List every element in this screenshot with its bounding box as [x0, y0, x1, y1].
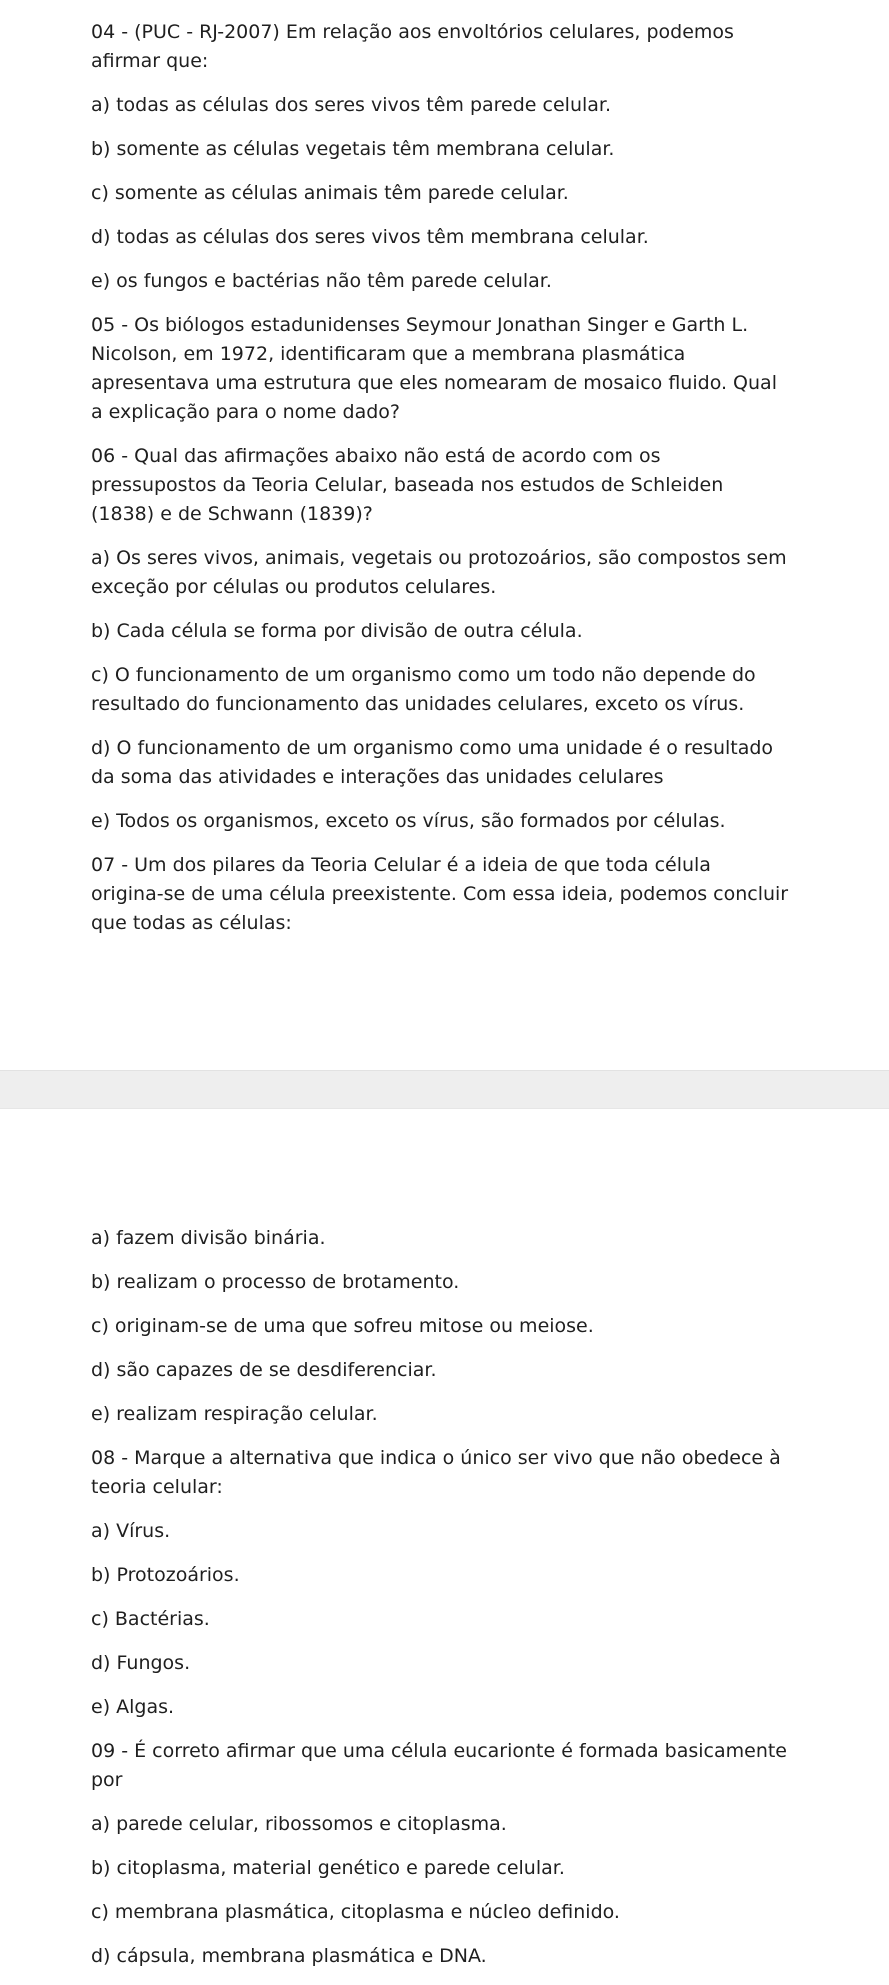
question-06: 06 - Qual das afirmações abaixo não está de acordo com os pressupostos da Teoria Celular, baseada nos estudos de Schleiden (1838) e de Schwann (1839)?: [91, 445, 724, 525]
option-04-c: c) somente as células animais têm parede celular.: [91, 182, 569, 204]
option-09-b: b) citoplasma, material genético e parede celular.: [91, 1857, 565, 1879]
option-04-a: a) todas as células dos seres vivos têm parede celular.: [91, 94, 612, 116]
document-page-2: [0, 1109, 889, 1985]
option-06-b: b) Cada célula se forma por divisão de outra célula.: [91, 620, 583, 642]
option-06-e: e) Todos os organismos, exceto os vírus, são formados por células.: [91, 810, 726, 832]
option-08-e: e) Algas.: [91, 1696, 175, 1718]
option-04-d: d) todas as células dos seres vivos têm membrana celular.: [91, 226, 649, 248]
question-09: 09 - É correto afirmar que uma célula eucarionte é formada basicamente por: [91, 1740, 787, 1791]
option-07-b: b) realizam o processo de brotamento.: [91, 1271, 460, 1293]
option-07-d: d) são capazes de se desdiferenciar.: [91, 1359, 437, 1381]
option-06-a: a) Os seres vivos, animais, vegetais ou protozoários, são compostos sem exceção por células ou produtos celulares.: [91, 547, 787, 598]
option-07-c: c) originam-se de uma que sofreu mitose ou meiose.: [91, 1315, 594, 1337]
question-08: 08 - Marque a alternativa que indica o único ser vivo que não obedece à teoria celular:: [91, 1447, 781, 1498]
page-1-content: [91, 0, 789, 938]
option-06-c: c) O funcionamento de um organismo como um todo não depende do resultado do funcionamento das unidades celulares, exceto os vírus.: [91, 664, 756, 715]
option-04-b: b) somente as células vegetais têm membrana celular.: [91, 138, 615, 160]
option-08-c: c) Bactérias.: [91, 1608, 210, 1630]
option-08-b: b) Protozoários.: [91, 1564, 240, 1586]
option-06-d: d) O funcionamento de um organismo como uma unidade é o resultado da soma das atividades e interações das unidades celulares: [91, 737, 774, 788]
question-07: 07 - Um dos pilares da Teoria Celular é a ideia de que toda célula origina-se de uma célula preexistente. Com essa ideia, podemos concluir que todas as células:: [91, 854, 789, 934]
option-09-d: d) cápsula, membrana plasmática e DNA.: [91, 1945, 487, 1967]
question-04: 04 - (PUC - RJ-2007) Em relação aos envoltórios celulares, podemos afirmar que:: [91, 21, 734, 72]
option-08-d: d) Fungos.: [91, 1652, 191, 1674]
option-09-a: a) parede celular, ribossomos e citoplasma.: [91, 1813, 507, 1835]
page-separator: [0, 1070, 889, 1109]
option-07-e: e) realizam respiração celular.: [91, 1403, 378, 1425]
option-09-c: c) membrana plasmática, citoplasma e núcleo definido.: [91, 1901, 620, 1923]
option-07-a: a) fazem divisão binária.: [91, 1227, 326, 1249]
question-05: 05 - Os biólogos estadunidenses Seymour Jonathan Singer e Garth L. Nicolson, em 1972, identificaram que a membrana plasmática apresentava uma estrutura que eles nomearam de mosaico fluido. Qual a explicação para o nome dado?: [91, 314, 777, 423]
page-2-content: [91, 1109, 789, 1971]
option-08-a: a) Vírus.: [91, 1520, 171, 1542]
option-04-e: e) os fungos e bactérias não têm parede celular.: [91, 270, 552, 292]
